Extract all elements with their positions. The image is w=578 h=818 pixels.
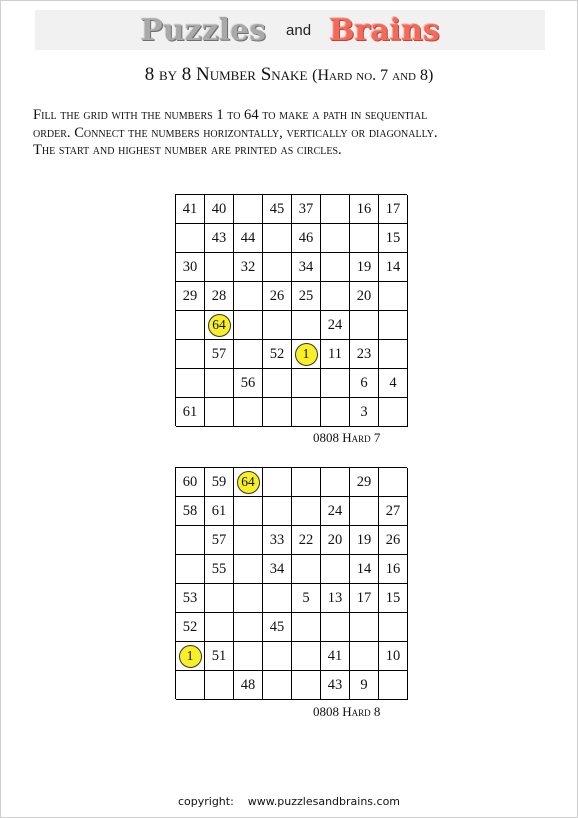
grid-cell[interactable]	[379, 253, 408, 282]
given-number: 60	[182, 473, 198, 490]
grid-cell[interactable]	[321, 584, 350, 613]
grid-cell[interactable]	[263, 398, 292, 427]
grid-cell[interactable]	[350, 671, 379, 700]
grid-cell[interactable]	[263, 613, 292, 642]
grid-cell[interactable]	[263, 224, 292, 253]
puzzle-grid-hard-8	[175, 467, 407, 699]
given-number: 41	[327, 647, 343, 664]
grid-cell[interactable]	[350, 613, 379, 642]
grid-cell[interactable]	[292, 497, 321, 526]
given-number: 5	[302, 589, 310, 606]
grid-cell[interactable]	[379, 584, 408, 613]
grid-cell[interactable]	[234, 282, 263, 311]
given-number: 45	[269, 200, 285, 217]
given-number: 29	[356, 473, 372, 490]
grid-cell[interactable]	[292, 224, 321, 253]
given-number: 14	[385, 258, 401, 275]
grid-cell[interactable]	[234, 369, 263, 398]
grid-cell[interactable]	[234, 253, 263, 282]
grid-cell[interactable]	[321, 282, 350, 311]
given-number: 32	[240, 258, 256, 275]
given-number: 55	[211, 560, 227, 577]
given-number: 4	[389, 374, 397, 391]
given-number: 9	[360, 676, 368, 693]
given-number: 45	[269, 618, 285, 635]
given-number: 53	[182, 589, 198, 606]
given-number: 24	[327, 502, 343, 519]
given-number: 20	[356, 287, 372, 304]
grid-cell[interactable]	[292, 584, 321, 613]
grid-cell[interactable]	[350, 282, 379, 311]
grid-cell[interactable]	[205, 311, 234, 340]
grid-cell[interactable]	[350, 340, 379, 369]
grid-cell[interactable]	[379, 642, 408, 671]
grid-cell[interactable]	[379, 526, 408, 555]
grid-cell[interactable]	[321, 398, 350, 427]
grid-cell[interactable]	[263, 584, 292, 613]
website-link[interactable]: www.puzzlesandbrains.com	[247, 795, 401, 808]
grid-cell[interactable]	[292, 253, 321, 282]
given-number: 11	[328, 345, 342, 362]
footer	[0, 795, 578, 808]
end-circle: 64	[237, 471, 260, 494]
grid-cell[interactable]	[321, 613, 350, 642]
grid-cell[interactable]	[263, 468, 292, 497]
given-number: 43	[211, 229, 227, 246]
logo-word-and: and	[286, 21, 312, 39]
grid-cell[interactable]	[234, 497, 263, 526]
given-number: 17	[385, 200, 401, 217]
title-main: 8 by 8 Number Snake	[144, 64, 308, 85]
grid-cell[interactable]	[379, 282, 408, 311]
given-number: 19	[356, 531, 372, 548]
grid-cell[interactable]	[292, 195, 321, 224]
given-number: 20	[327, 531, 343, 548]
grid-cell[interactable]	[205, 671, 234, 700]
grid-cell[interactable]	[263, 340, 292, 369]
grid-cell[interactable]	[379, 195, 408, 224]
given-number: 57	[211, 531, 227, 548]
grid-cell[interactable]	[205, 497, 234, 526]
grid-cell[interactable]	[263, 671, 292, 700]
given-number: 6	[360, 374, 368, 391]
given-number: 23	[356, 345, 372, 362]
grid-cell[interactable]	[292, 671, 321, 700]
grid-cell[interactable]	[379, 671, 408, 700]
given-number: 46	[298, 229, 314, 246]
grid-cell[interactable]	[321, 253, 350, 282]
grid-cell[interactable]	[176, 398, 205, 427]
given-number: 29	[182, 287, 198, 304]
given-number: 44	[240, 229, 256, 246]
grid-cell[interactable]	[205, 468, 234, 497]
given-number: 15	[385, 229, 401, 246]
grid-cell[interactable]	[350, 642, 379, 671]
given-number: 14	[356, 560, 372, 577]
grid-cell[interactable]	[292, 613, 321, 642]
given-number: 58	[182, 502, 198, 519]
grid-cell[interactable]	[205, 253, 234, 282]
grid-cell[interactable]	[176, 671, 205, 700]
grid-cell[interactable]	[176, 526, 205, 555]
given-number: 41	[182, 200, 198, 217]
given-number: 43	[327, 676, 343, 693]
grid-cell[interactable]	[234, 468, 263, 497]
grid-cell[interactable]	[176, 195, 205, 224]
grid-cell[interactable]	[205, 526, 234, 555]
grid-cell[interactable]	[379, 340, 408, 369]
given-number: 22	[298, 531, 314, 548]
grid-cell[interactable]	[321, 195, 350, 224]
grid-cell[interactable]	[205, 282, 234, 311]
grid-cell[interactable]	[263, 282, 292, 311]
given-number: 33	[269, 531, 285, 548]
logo-word-puzzles: Puzzles	[140, 12, 267, 48]
given-number: 56	[240, 374, 256, 391]
grid-cell[interactable]	[292, 555, 321, 584]
grid-cell[interactable]	[205, 613, 234, 642]
grid-cell[interactable]	[234, 398, 263, 427]
grid-cell[interactable]	[234, 340, 263, 369]
grid-cell[interactable]	[263, 253, 292, 282]
grid-cell[interactable]	[205, 224, 234, 253]
grid-cell[interactable]	[176, 584, 205, 613]
instruction-line: The start and highest number are printed as circles.	[33, 142, 342, 158]
grid-cell[interactable]	[176, 555, 205, 584]
grid-cell[interactable]	[350, 497, 379, 526]
grid-cell[interactable]	[350, 398, 379, 427]
start-circle: 1	[295, 343, 318, 366]
given-number: 52	[182, 618, 198, 635]
grid-cell[interactable]	[292, 369, 321, 398]
given-number: 16	[385, 560, 401, 577]
grid-cell[interactable]	[321, 526, 350, 555]
grid-cell[interactable]	[350, 369, 379, 398]
start-circle: 1	[179, 645, 202, 668]
grid-cell[interactable]	[176, 642, 205, 671]
given-number: 52	[269, 345, 285, 362]
given-number: 34	[269, 560, 285, 577]
given-number: 51	[211, 647, 227, 664]
end-circle: 64	[208, 314, 231, 337]
grid-cell[interactable]	[234, 526, 263, 555]
grid-cell[interactable]	[321, 468, 350, 497]
grid-cell[interactable]	[263, 195, 292, 224]
given-number: 24	[327, 316, 343, 333]
grid-cell[interactable]	[321, 555, 350, 584]
grid-cell[interactable]	[234, 555, 263, 584]
grid-cell[interactable]	[321, 369, 350, 398]
given-number: 27	[385, 502, 401, 519]
given-number: 59	[211, 473, 227, 490]
grid-cell[interactable]	[176, 468, 205, 497]
grid-cell[interactable]	[205, 584, 234, 613]
grid-cell[interactable]	[176, 253, 205, 282]
grid-cell[interactable]	[205, 642, 234, 671]
given-number: 19	[356, 258, 372, 275]
copyright-label: copyright:	[177, 795, 234, 808]
grid-cell[interactable]	[321, 224, 350, 253]
grid-cell[interactable]	[205, 195, 234, 224]
grid-cell[interactable]	[292, 340, 321, 369]
title-sub: (Hard no. 7 and 8)	[312, 67, 434, 84]
grid-cell[interactable]	[205, 369, 234, 398]
grid-cell[interactable]	[176, 282, 205, 311]
puzzle-caption-hard-7: 0808 Hard 7	[313, 430, 381, 445]
grid-cell[interactable]	[350, 584, 379, 613]
grid-cell[interactable]	[263, 497, 292, 526]
grid-cell[interactable]	[292, 468, 321, 497]
given-number: 61	[211, 502, 227, 519]
site-logo	[35, 10, 545, 50]
grid-cell[interactable]	[176, 340, 205, 369]
grid-cell[interactable]	[263, 526, 292, 555]
instruction-line: order. Connect the numbers horizontally, vertically or diagonally.	[33, 124, 438, 141]
grid-cell[interactable]	[321, 642, 350, 671]
given-number: 17	[356, 589, 372, 606]
grid-cell[interactable]	[263, 642, 292, 671]
grid-cell[interactable]	[379, 555, 408, 584]
grid-cell[interactable]	[292, 311, 321, 340]
given-number: 48	[240, 676, 256, 693]
grid-cell[interactable]	[234, 195, 263, 224]
grid-cell[interactable]	[292, 282, 321, 311]
grid-cell[interactable]	[321, 340, 350, 369]
given-number: 26	[385, 531, 401, 548]
grid-cell[interactable]	[292, 642, 321, 671]
grid-cell[interactable]	[350, 468, 379, 497]
grid-cell[interactable]	[379, 468, 408, 497]
instructions	[33, 107, 553, 160]
given-number: 13	[327, 589, 343, 606]
given-number: 25	[298, 287, 314, 304]
given-number: 10	[385, 647, 401, 664]
grid-cell[interactable]	[263, 555, 292, 584]
grid-cell[interactable]	[234, 311, 263, 340]
grid-cell[interactable]	[350, 195, 379, 224]
grid-cell[interactable]	[234, 584, 263, 613]
given-number: 26	[269, 287, 285, 304]
given-number: 57	[211, 345, 227, 362]
grid-cell[interactable]	[263, 311, 292, 340]
given-number: 37	[298, 200, 314, 217]
grid-cell[interactable]	[379, 398, 408, 427]
grid-cell[interactable]	[350, 526, 379, 555]
grid-cell[interactable]	[176, 369, 205, 398]
given-number: 40	[211, 200, 227, 217]
grid-cell[interactable]	[350, 253, 379, 282]
grid-cell[interactable]	[263, 369, 292, 398]
grid-cell[interactable]	[292, 398, 321, 427]
grid-cell[interactable]	[379, 224, 408, 253]
puzzle-grid-hard-7	[175, 194, 407, 426]
grid-cell[interactable]	[176, 497, 205, 526]
instruction-line: Fill the grid with the numbers 1 to 64 to make a path in sequential	[33, 107, 428, 123]
grid-cell[interactable]	[205, 555, 234, 584]
grid-cell[interactable]	[321, 311, 350, 340]
grid-cell[interactable]	[176, 224, 205, 253]
page-title	[0, 64, 578, 86]
grid-cell[interactable]	[379, 613, 408, 642]
grid-cell[interactable]	[350, 224, 379, 253]
logo-word-brains: Brains	[329, 12, 440, 48]
grid-cell[interactable]	[205, 340, 234, 369]
grid-cell[interactable]	[379, 497, 408, 526]
given-number: 16	[356, 200, 372, 217]
grid-cell[interactable]	[379, 311, 408, 340]
grid-cell[interactable]	[321, 497, 350, 526]
grid-cell[interactable]	[205, 398, 234, 427]
given-number: 3	[360, 403, 368, 420]
puzzle-caption-hard-8: 0808 Hard 8	[313, 704, 381, 719]
given-number: 61	[182, 403, 198, 420]
grid-cell[interactable]	[176, 311, 205, 340]
given-number: 34	[298, 258, 314, 275]
grid-cell[interactable]	[234, 613, 263, 642]
grid-cell[interactable]	[350, 311, 379, 340]
grid-cell[interactable]	[292, 526, 321, 555]
given-number: 28	[211, 287, 227, 304]
given-number: 30	[182, 258, 198, 275]
grid-cell[interactable]	[234, 224, 263, 253]
grid-cell[interactable]	[321, 671, 350, 700]
given-number: 15	[385, 589, 401, 606]
grid-cell[interactable]	[176, 613, 205, 642]
grid-cell[interactable]	[234, 642, 263, 671]
grid-cell[interactable]	[234, 671, 263, 700]
grid-cell[interactable]	[379, 369, 408, 398]
grid-cell[interactable]	[350, 555, 379, 584]
